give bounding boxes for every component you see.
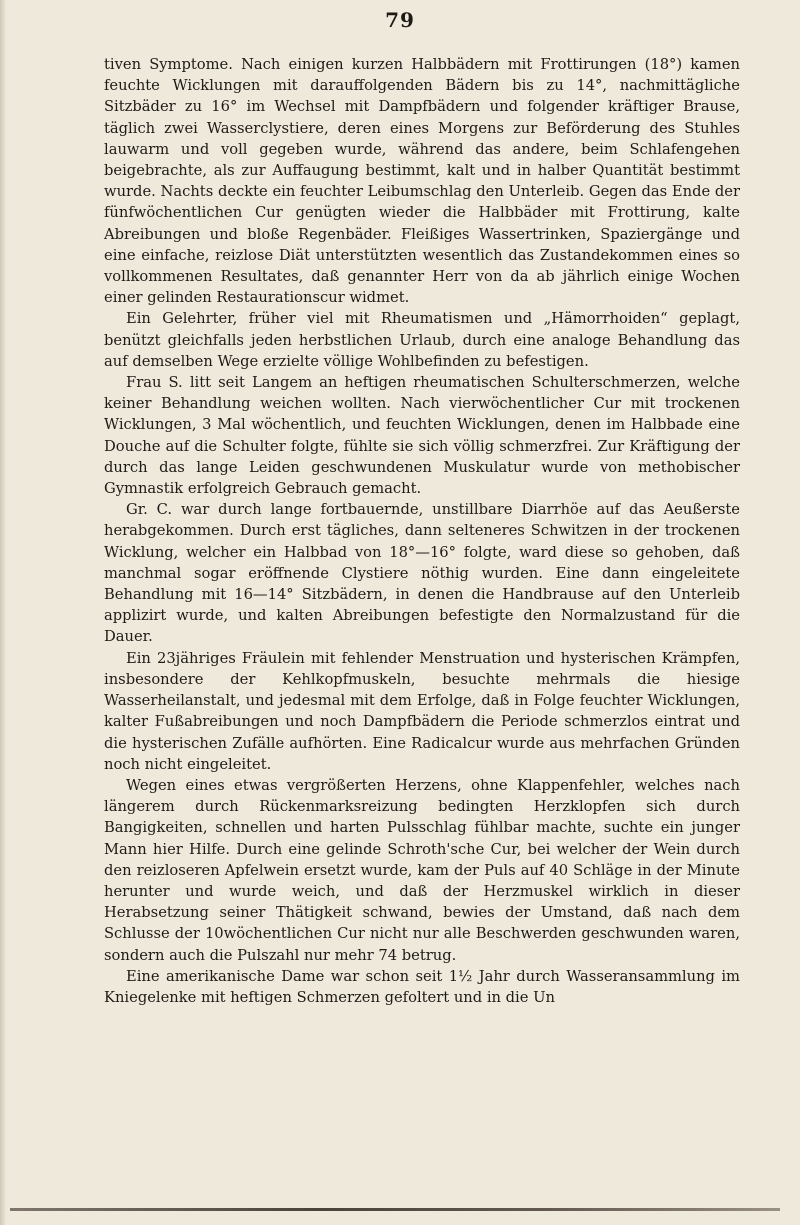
paragraph-7: Eine amerikanische Dame war schon seit 1½ Jahr durch Wasseransammlung im Kniegelenke mit heftigen Schmerzen gefoltert und in die Un: [104, 967, 740, 1006]
bottom-edge-rule: [10, 1208, 780, 1211]
paragraph-2: Ein Gelehrter, früher viel mit Rheumatismen und „Hämorrhoiden“ geplagt, benützt gleichfalls jeden herbstlichen Urlaub, durch eine analoge Behandlung das auf demselben Wege erzielte völlige Wohlbefinden zu befestigen.: [104, 310, 740, 370]
paragraph-4: Gr. C. war durch lange fortbauernde, unstillbare Diarrhöe auf das Aeußerste herabgekommen. Durch erst tägliches, dann selteneres Schwitzen in der trockenen Wicklung, welcher ein Halbbad von 18°—16° folgte, ward diese so gehoben, daß manchmal sogar eröffnende Clystiere nöthig wurden. Eine dann eingeleitete Behandlung mit 16—14° Sitzbädern, in denen die Handbrause auf den Unterleib applizirt wurde, und kalten Abreibungen befestigte den Normalzustand für die Dauer.: [104, 501, 740, 646]
page-number: 79: [385, 8, 415, 32]
paragraph-3: Frau S. litt seit Langem an heftigen rheumatischen Schulterschmerzen, welche keiner Behandlung weichen wollten. Nach vierwöchentlicher Cur mit trockenen Wicklungen, 3 Mal wöchentlich, und feuchten Wicklungen, denen im Halbbade eine Douche auf die Schulter folgte, fühlte sie sich völlig schmerzfrei. Zur Kräftigung der durch das lange Leiden geschwundenen Muskulatur wurde von methobischer Gymnastik erfolgreich Gebrauch gemacht.: [104, 374, 740, 498]
body-text: [104, 54, 740, 1008]
paragraph-6: Wegen eines etwas vergrößerten Herzens, ohne Klappenfehler, welches nach längerem durch Rückenmarksreizung bedingten Herzklopfen sich durch Bangigkeiten, schnellen und harten Pulsschlag fühlbar machte, suchte ein junger Mann hier Hilfe. Durch eine gelinde Schroth'sche Cur, bei welcher der Wein durch den reizloseren Apfelwein ersetzt wurde, kam der Puls auf 40 Schläge in der Minute herunter und wurde weich, und daß der Herzmuskel wirklich in dieser Herabsetzung seiner Thätigkeit schwand, bewies der Umstand, daß nach dem Schlusse der 10wöchentlichen Cur nicht nur alle Beschwerden geschwunden waren, sondern auch die Pulszahl nur mehr 74 betrug.: [104, 776, 740, 964]
paragraph-1: tiven Symptome. Nach einigen kurzen Halbbädern mit Frottirungen (18°) kamen feuchte Wicklungen mit darauffolgenden Bädern bis zu 14°, nachmittägliche Sitzbäder zu 16° im Wechsel mit Dampfbädern und folgender kräftiger Brause, täglich zwei Wasserclystiere, deren eines Morgens zur Beförderung des Stuhles lauwarm und voll gegeben wurde, während das andere, beim Schlafengehen beigebrachte, als zur Auffaugung bestimmt, kalt und in halber Quantität bestimmt wurde. Nachts deckte ein feuchter Leibumschlag den Unterleib. Gegen das Ende der fünfwöchentlichen Cur genügten wieder die Halbbäder mit Frottirung, kalte Abreibungen und bloße Regenbäder. Fleißiges Wassertrinken, Spaziergänge und eine einfache, reizlose Diät unterstützten wesentlich das Zustandekommen eines so vollkommenen Resultates, daß genannter Herr von da ab jährlich einige Wochen einer gelinden Restaurationscur widmet.: [104, 56, 740, 307]
paragraph-5: Ein 23jähriges Fräulein mit fehlender Menstruation und hysterischen Krämpfen, insbesondere der Kehlkopfmuskeln, besuchte mehrmals die hiesige Wasserheilanstalt, und jedesmal mit dem Erfolge, daß in Folge feuchter Wicklungen, kalter Fußabreibungen und noch Dampfbädern die Periode schmerzlos eintrat und die hysterischen Zufälle aufhörten. Eine Radicalcur wurde aus mehrfachen Gründen noch nicht eingeleitet.: [104, 649, 740, 773]
page-edge-shadow: [0, 0, 6, 1225]
